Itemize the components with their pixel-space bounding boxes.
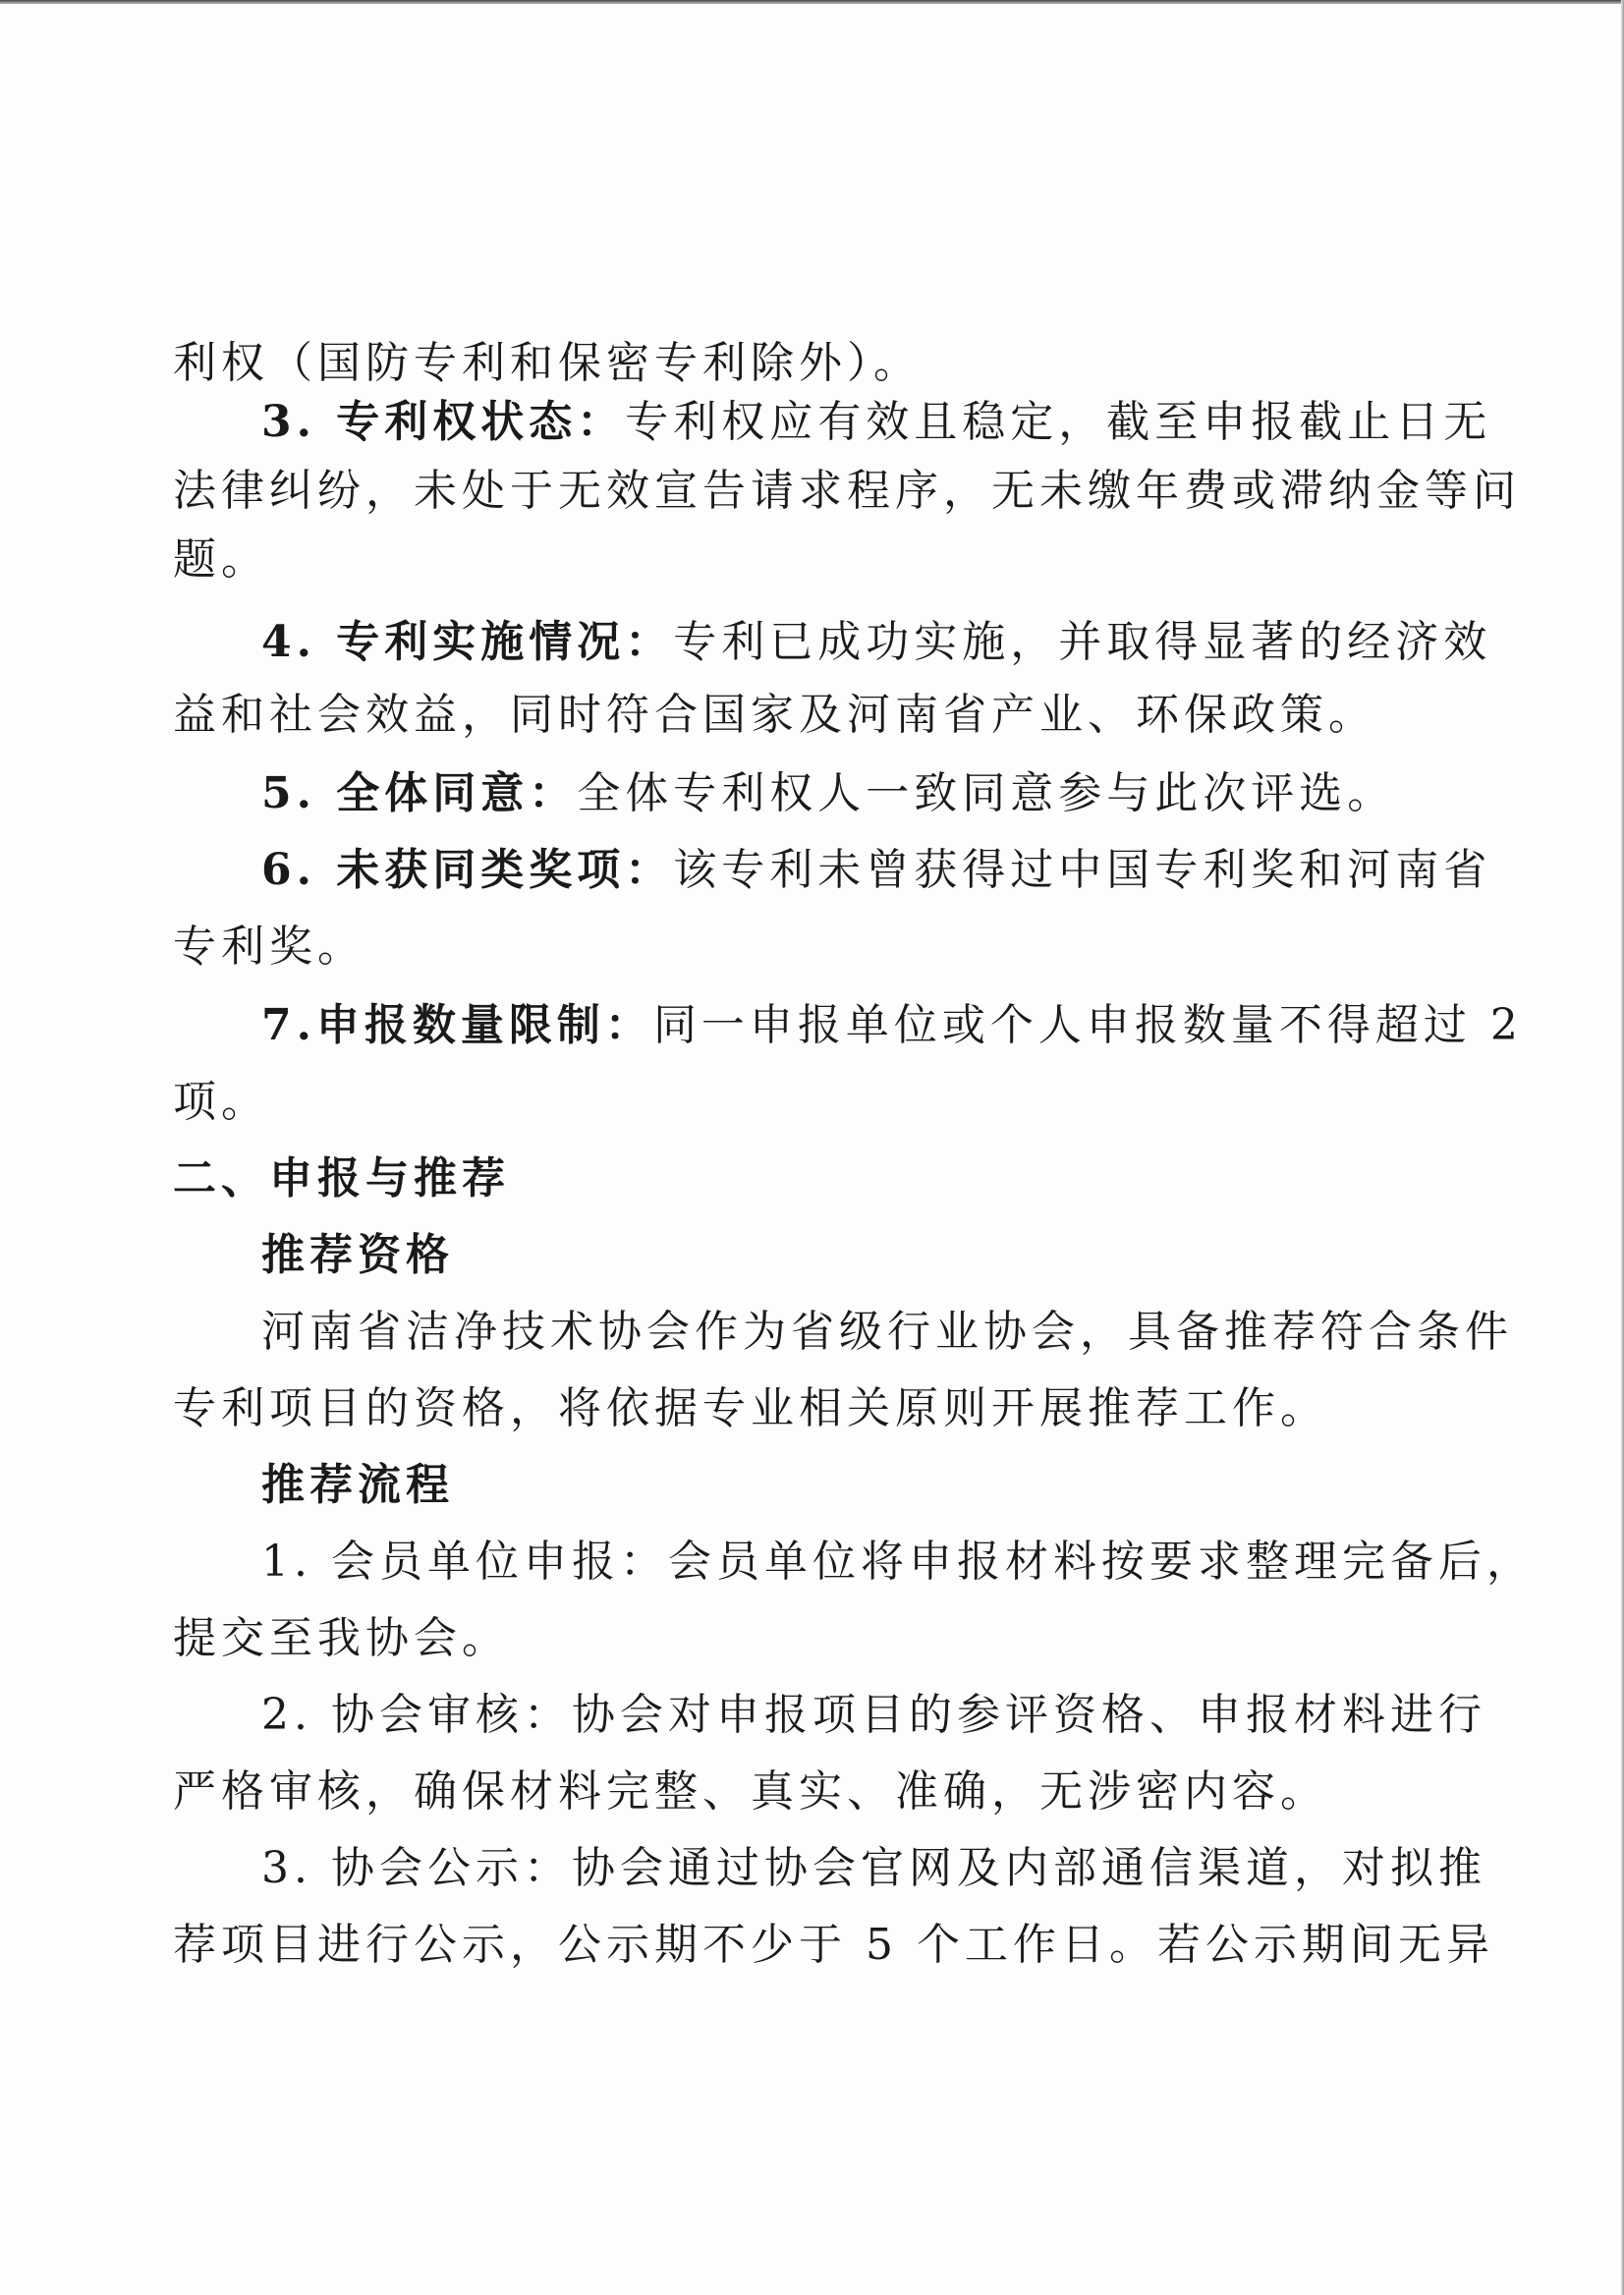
body-text: 专利项目的资格，将依据专业相关原则开展推荐工作。 bbox=[173, 1383, 1328, 1433]
body-line bbox=[173, 688, 1381, 743]
bold-label: 5. 全体同意： bbox=[261, 768, 578, 818]
body-text: 专利权应有效且稳定，截至申报截止日无 bbox=[625, 397, 1492, 447]
body-line bbox=[173, 336, 1381, 391]
body-text: 专利已成功实施，并取得显著的经济效 bbox=[673, 617, 1492, 667]
process-step-3-line bbox=[261, 1841, 1486, 1896]
bold-label: 4. 专利实施情况： bbox=[261, 617, 674, 667]
body-text: 荐项目进行公示，公示期不少于 5 个工作日。若公示期间无异 bbox=[173, 1920, 1494, 1970]
body-text: 项。 bbox=[173, 1077, 269, 1127]
body-line bbox=[173, 464, 1521, 519]
body-text: 全体专利权人一致同意参与此次评选。 bbox=[577, 768, 1396, 818]
subheading-recommend-qualification bbox=[261, 1228, 1381, 1283]
body-text: 题。 bbox=[173, 534, 269, 585]
body-line bbox=[173, 1381, 1381, 1436]
body-text: 严格审核，确保材料完整、真实、准确，无涉密内容。 bbox=[173, 1766, 1328, 1817]
bold-label: 二、申报与推荐 bbox=[173, 1153, 510, 1203]
section-heading bbox=[173, 1151, 1381, 1206]
body-line bbox=[173, 1075, 1381, 1130]
criteria-item-6-line bbox=[261, 843, 1492, 898]
bold-label: 3. 专利权状态： bbox=[261, 397, 626, 447]
body-text: 2. 协会审核：协会对申报项目的参评资格、申报材料进行 bbox=[261, 1690, 1486, 1740]
body-line bbox=[173, 1918, 1494, 1973]
body-text: 法律纠纷，未处于无效宣告请求程序，无未缴年费或滞纳金等问 bbox=[173, 466, 1521, 516]
bold-label: 7.申报数量限制： bbox=[261, 1000, 653, 1050]
scan-top-edge bbox=[0, 0, 1624, 4]
process-step-2-line bbox=[261, 1688, 1486, 1743]
body-line bbox=[173, 1611, 1381, 1666]
body-text: 益和社会效益，同时符合国家及河南省产业、环保政策。 bbox=[173, 690, 1376, 740]
body-text: 提交至我协会。 bbox=[173, 1613, 510, 1663]
body-text: 专利奖。 bbox=[173, 922, 365, 972]
body-text: 利权（国防专利和保密专利除外）。 bbox=[173, 338, 922, 388]
body-line bbox=[173, 1764, 1381, 1819]
body-text: 1. 会员单位申报：会员单位将申报材料按要求整理完备后， bbox=[261, 1537, 1535, 1587]
bold-label: 6. 未获同类奖项： bbox=[261, 845, 674, 895]
criteria-item-7-line bbox=[261, 998, 1523, 1053]
body-text: 同一申报单位或个人申报数量不得超过 2 bbox=[652, 1000, 1523, 1050]
process-step-1-line bbox=[261, 1535, 1535, 1590]
body-text: 3. 协会公示：协会通过协会官网及内部通信渠道，对拟推 bbox=[261, 1843, 1486, 1893]
criteria-item-3-line bbox=[261, 395, 1492, 450]
body-text: 河南省洁净技术协会作为省级行业协会，具备推荐符合条件 bbox=[261, 1307, 1513, 1357]
body-text: 该专利未曾获得过中国专利奖和河南省 bbox=[673, 845, 1492, 895]
subheading-recommend-process bbox=[261, 1458, 1381, 1513]
bold-label: 推荐流程 bbox=[261, 1460, 454, 1510]
criteria-item-5-line bbox=[261, 766, 1396, 821]
criteria-item-4-line bbox=[261, 615, 1492, 670]
body-line bbox=[261, 1305, 1513, 1360]
bold-label: 推荐资格 bbox=[261, 1230, 454, 1280]
body-line bbox=[173, 532, 1381, 588]
body-line bbox=[173, 920, 1381, 975]
